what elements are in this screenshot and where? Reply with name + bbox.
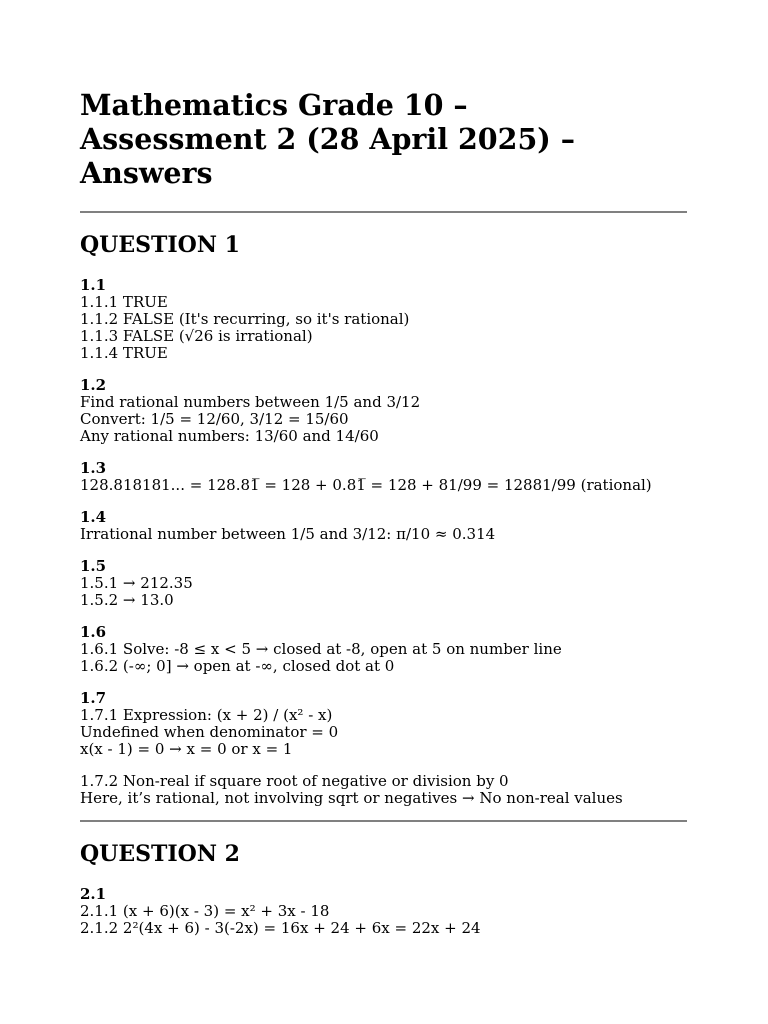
question-2-heading: QUESTION 2 xyxy=(80,841,240,867)
section-1-7 xyxy=(80,690,687,807)
answer-line: 1.5.2 → 13.0 xyxy=(80,591,174,609)
answer-line: 1.7.1 Expression: (x + 2) / (x² - x) xyxy=(80,706,333,724)
section-1-6 xyxy=(80,624,687,675)
answer-line: 128.818181... = 128.81̅ = 128 + 0.81̅ = 128 + 81/99 = 12881/99 (rational) xyxy=(80,476,652,494)
document-title xyxy=(80,88,687,190)
section-number: 1.2 xyxy=(80,376,107,394)
section-2-1 xyxy=(80,886,687,937)
paragraph-gap xyxy=(80,758,687,773)
section-number: 1.7 xyxy=(80,689,107,707)
divider xyxy=(80,211,687,213)
answer-line: Irrational number between 1/5 and 3/12: π/10 ≈ 0.314 xyxy=(80,525,496,543)
answer-line: Undefined when denominator = 0 xyxy=(80,723,339,741)
answer-line: 1.1.4 TRUE xyxy=(80,344,168,362)
section-number: 2.1 xyxy=(80,885,107,903)
section-1-5 xyxy=(80,558,687,609)
answer-line: Convert: 1/5 = 12/60, 3/12 = 15/60 xyxy=(80,410,349,428)
document-page xyxy=(80,88,687,937)
answer-line: Find rational numbers between 1/5 and 3/12 xyxy=(80,393,421,411)
title-line: Answers xyxy=(80,156,213,190)
section-number: 1.1 xyxy=(80,276,107,294)
answer-line: 1.6.1 Solve: -8 ≤ x < 5 → closed at -8, open at 5 on number line xyxy=(80,640,562,658)
answer-line: 1.5.1 → 212.35 xyxy=(80,574,193,592)
section-number: 1.5 xyxy=(80,557,107,575)
answer-line: 1.7.2 Non-real if square root of negative or division by 0 xyxy=(80,772,509,790)
answer-line: 1.1.2 FALSE (It's recurring, so it's rational) xyxy=(80,310,410,328)
divider xyxy=(80,820,687,822)
answer-line: 2.1.2 2²(4x + 6) - 3(-2x) = 16x + 24 + 6x = 22x + 24 xyxy=(80,919,481,937)
section-number: 1.4 xyxy=(80,508,107,526)
section-number: 1.6 xyxy=(80,623,107,641)
title-line: Mathematics Grade 10 – xyxy=(80,88,468,122)
section-1-3 xyxy=(80,460,687,494)
section-1-1 xyxy=(80,277,687,362)
answer-line: 1.6.2 (-∞; 0] → open at -∞, closed dot at 0 xyxy=(80,657,395,675)
section-1-2 xyxy=(80,377,687,445)
answer-line: Any rational numbers: 13/60 and 14/60 xyxy=(80,427,379,445)
answer-line: 1.1.3 FALSE (√26 is irrational) xyxy=(80,327,313,345)
section-1-4 xyxy=(80,509,687,543)
answer-line: Here, it’s rational, not involving sqrt or negatives → No non-real values xyxy=(80,789,623,807)
question-1-heading: QUESTION 1 xyxy=(80,232,240,258)
section-number: 1.3 xyxy=(80,459,107,477)
answer-line: 1.1.1 TRUE xyxy=(80,293,168,311)
answer-line: 2.1.1 (x + 6)(x - 3) = x² + 3x - 18 xyxy=(80,902,330,920)
title-line: Assessment 2 (28 April 2025) – xyxy=(80,122,575,156)
answer-line: x(x - 1) = 0 → x = 0 or x = 1 xyxy=(80,740,293,758)
